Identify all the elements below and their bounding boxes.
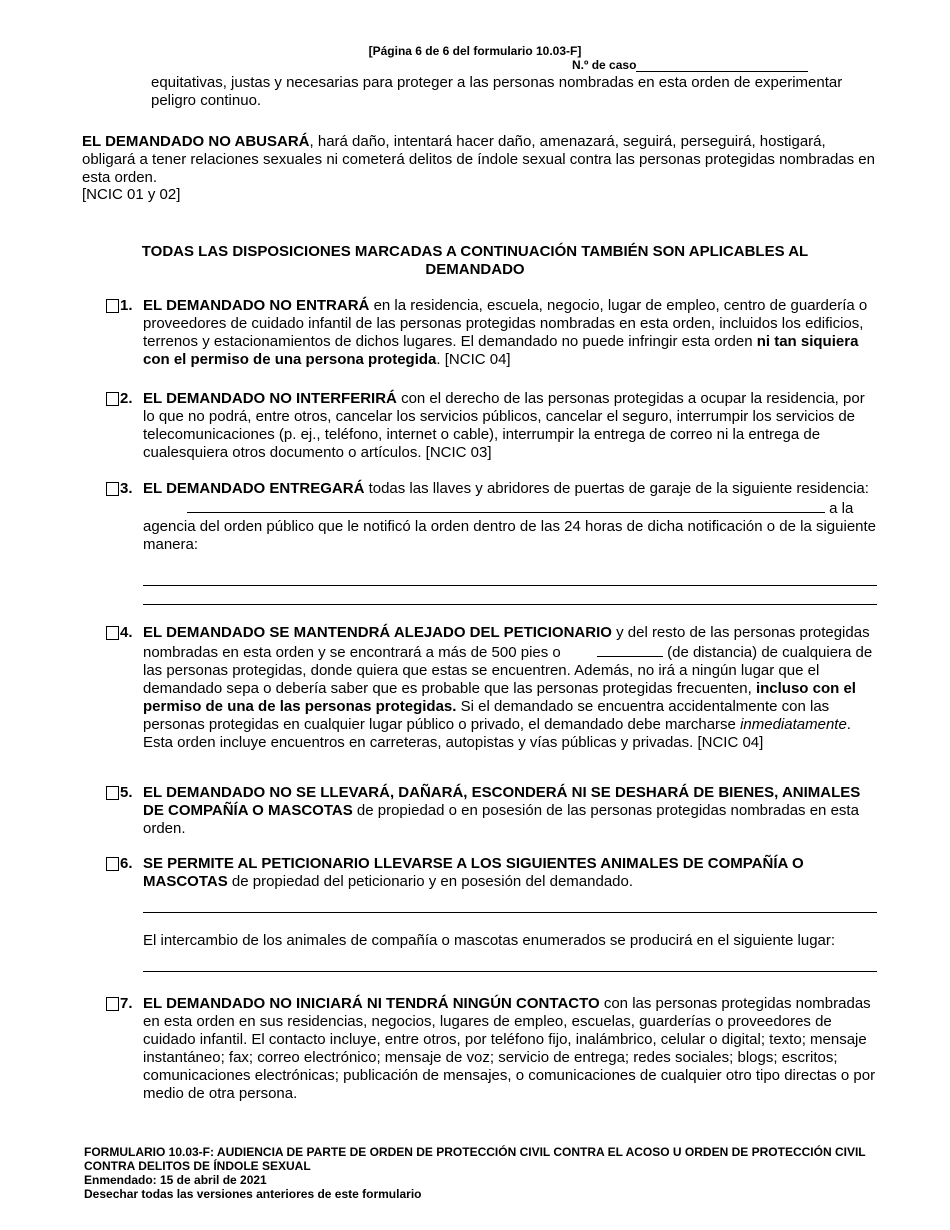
provision-7 <box>106 995 876 1103</box>
footer-amended-date: Enmendado: 15 de abril de 2021 <box>84 1173 267 1187</box>
provision-4-number: 4. <box>120 624 133 641</box>
provision-4-emphasis: incluso con el permiso de una de las personas protegidas. <box>143 680 856 715</box>
provision-2-text <box>143 390 876 462</box>
provision-4-body-4: . Esta orden incluye encuentros en carreteras, autopistas y vías públicas y privadas. [NCIC 04] <box>143 716 851 751</box>
provision-2-number: 2. <box>120 390 133 407</box>
provision-7-body: con las personas protegidas nombradas en esta orden en sus residencias, negocios, lugares de empleo, escuelas, guarderías o proveedores de cuidado infantil. El contacto incluye, entre otros, por teléfono fijo, inalámbrico, celular o digital; texto; mensaje instantáneo; fax; correo electrónico; mensaje de voz; servicio de entrega; redes sociales; blogs; escritos; comunicaciones electrónicas; publicación de mensajes, o comunicaciones de cualquier otro tipo directas o por medio de otra persona. <box>143 995 876 1102</box>
provision-2-checkbox[interactable] <box>106 392 119 406</box>
provision-6-checkbox[interactable] <box>106 857 119 871</box>
footer-form-title: FORMULARIO 10.03-F: AUDIENCIA DE PARTE DE ORDEN DE PROTECCIÓN CIVIL CONTRA EL ACOSO U ORDEN DE PROTECCIÓN CIVIL CONTRA DELITOS DE ÍNDOLE SEXUAL <box>84 1145 866 1173</box>
provision-6-text <box>143 855 876 891</box>
provision-5-body: de propiedad o en posesión de las personas protegidas nombradas en esta orden. <box>143 802 859 837</box>
case-number <box>572 58 808 72</box>
provision-3-number: 3. <box>120 480 133 497</box>
pet-exchange-text: El intercambio de los animales de compañía o mascotas enumerados se producirá en el siguiente lugar: <box>143 932 836 949</box>
provision-1-checkbox[interactable] <box>106 299 119 313</box>
provision-4-body-3: Si el demandado se encuentra accidentalmente con las personas protegidas en cualquier lugar público o privado, el demandado debe marcharse <box>143 698 830 733</box>
provision-6 <box>106 855 876 891</box>
provision-5-checkbox[interactable] <box>106 786 119 800</box>
provision-1-emphasis: ni tan siquiera con el permiso de una persona protegida <box>143 333 859 368</box>
provision-1-number: 1. <box>120 297 133 314</box>
no-abuse-ncic: [NCIC 01 y 02] <box>82 186 181 203</box>
form-footer <box>84 1145 884 1201</box>
case-number-field[interactable] <box>636 59 808 72</box>
continued-paragraph: equitativas, justas y necesarias para proteger a las personas nombradas en esta orden de experimentar peligro continuo. <box>151 74 843 109</box>
provision-3-body: todas las llaves y abridores de puertas de garaje de la siguiente residencia: <box>364 480 869 497</box>
page-number-label: [Página 6 de 6 del formulario 10.03-F] <box>368 44 582 58</box>
pets-line[interactable] <box>143 912 877 913</box>
provision-4-body-2: de cualquiera de las personas protegidas, donde quiera que estas se encuentren. Además, no irá a ningún lugar que el demandado sepa o debería saber que es probable que las personas protegidas frecuenten, <box>143 644 873 697</box>
distance-field[interactable] <box>597 642 663 657</box>
case-number-label: N.º de caso <box>572 58 637 72</box>
provision-3-after-fill: a la <box>825 500 854 517</box>
provision-2 <box>106 390 876 462</box>
no-abuse-heading: EL DEMANDADO NO ABUSARÁ <box>82 133 310 150</box>
provision-4-text <box>143 624 876 752</box>
provision-6-heading: SE PERMITE AL PETICIONARIO LLEVARSE A LOS SIGUIENTES ANIMALES DE COMPAÑÍA O MASCOTAS <box>143 855 804 890</box>
provision-4-body: y del resto de las personas protegidas nombradas en esta orden y se encontrará a más de 500 pies o <box>143 624 870 661</box>
provision-5-heading: EL DEMANDADO NO SE LLEVARÁ, DAÑARÁ, ESCONDERÁ NI SE DESHARÁ DE BIENES, ANIMALES DE COMPAÑÍA O MASCOTAS <box>143 784 861 819</box>
provision-5-number: 5. <box>120 784 133 801</box>
provision-7-heading: EL DEMANDADO NO INICIARÁ NI TENDRÁ NINGÚN CONTACTO <box>143 995 600 1012</box>
provision-4-italic: inmediatamente <box>740 716 847 733</box>
provision-5 <box>106 784 876 838</box>
provision-1-heading: EL DEMANDADO NO ENTRARÁ <box>143 297 370 314</box>
provision-7-number: 7. <box>120 995 133 1012</box>
provision-1 <box>106 297 876 369</box>
provision-3-checkbox[interactable] <box>106 482 119 496</box>
no-abuse-paragraph <box>82 133 882 187</box>
provision-4-heading: EL DEMANDADO SE MANTENDRÁ ALEJADO DEL PETICIONARIO <box>143 624 612 641</box>
residence-address-field[interactable] <box>187 498 825 513</box>
pet-exchange-location-line[interactable] <box>143 971 877 972</box>
no-abuse-text: , hará daño, intentará hacer daño, amenazará, seguirá, perseguirá, hostigará, obligará a tener relaciones sexuales ni cometerá delitos de índole sexual contra las personas protegidas nombradas en esta orden. <box>82 133 875 186</box>
provision-3-agency-text: agencia del orden público que le notificó la orden dentro de las 24 horas de dicha notificación o de la siguiente manera: <box>143 518 877 553</box>
provision-1-body: en la residencia, escuela, negocio, lugar de empleo, centro de guardería o proveedores de cuidado infantil de las personas protegidas nombradas en esta orden, incluidos los edificios, terrenos y estacionamientos de dichos lugares. El demandado no puede infringir esta orden <box>143 297 868 350</box>
provision-7-checkbox[interactable] <box>106 997 119 1011</box>
provision-3-heading: EL DEMANDADO ENTREGARÁ <box>143 480 365 497</box>
provision-2-body: con el derecho de las personas protegidas a ocupar la residencia, por lo que no podrá, entre otros, cancelar los servicios públicos, cancelar el seguro, interrumpir los servicios de telecomunicaciones (p. ej., teléfono, internet o cable), interrumpir la entrega de correo ni la entrega de cualesquiera otros documento o artículos. [NCIC 03] <box>143 390 865 461</box>
provision-3-residence-line <box>143 498 876 518</box>
provision-3 <box>106 480 876 554</box>
footer-discard-note: Desechar todas las versiones anteriores de este formulario <box>84 1187 422 1201</box>
distance-label: (de distancia) <box>662 644 758 661</box>
provision-6-number: 6. <box>120 855 133 872</box>
section-heading: TODAS LAS DISPOSICIONES MARCADAS A CONTINUACIÓN TAMBIÉN SON APLICABLES AL DEMANDADO <box>141 243 809 278</box>
provision-7-text <box>143 995 876 1103</box>
provision-2-heading: EL DEMANDADO NO INTERFERIRÁ <box>143 390 397 407</box>
provision-1-text <box>143 297 876 369</box>
manner-line-1[interactable] <box>143 585 877 586</box>
provision-5-text <box>143 784 876 838</box>
provision-1-ncic: . [NCIC 04] <box>436 351 511 368</box>
provision-4 <box>106 624 876 752</box>
manner-line-2[interactable] <box>143 604 877 605</box>
provision-6-body: de propiedad del peticionario y en posesión del demandado. <box>227 873 634 890</box>
provision-4-checkbox[interactable] <box>106 626 119 640</box>
provision-3-text <box>143 480 876 498</box>
